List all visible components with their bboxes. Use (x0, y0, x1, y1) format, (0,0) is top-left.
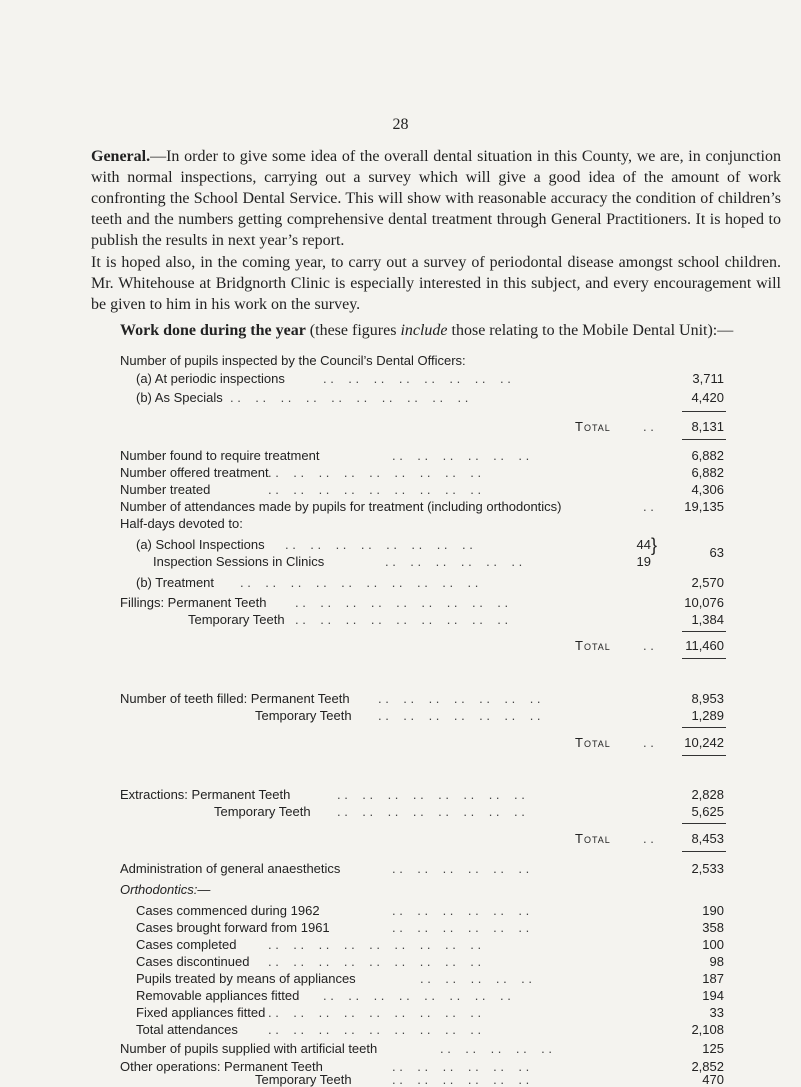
otherops-temporary-label: Temporary Teeth (255, 1072, 352, 1087)
ortho-label: Fixed appliances fitted (136, 1005, 266, 1020)
ortho-value: 98 (709, 954, 724, 969)
ortho-value: 100 (702, 937, 724, 952)
list-item: Pupils treated by means of appliances . . . . . . . . . . 187 (136, 971, 724, 986)
clinic-sessions-sub: 19 (636, 554, 651, 569)
table-row: Inspection Sessions in Clinics . . . . . . . . . . . . 19 (153, 554, 651, 569)
periodic-value: 3,711 (692, 371, 724, 386)
ortho-value: 190 (702, 903, 724, 918)
ortho-value: 2,108 (691, 1022, 724, 1037)
page-number: 28 (392, 116, 409, 133)
rule (682, 823, 726, 824)
treatment-label: (b) Treatment (136, 575, 215, 590)
table-row: Number found to require treatment . . . . . . . . . . . . 6,882 (120, 448, 724, 463)
general-text: —In order to give some idea of the overall dental situation in this County, we are, in conjunction with normal inspections, carrying out a survey which will give a good idea of the amount of work confronting the School Dental Service. This will show with reasonable accuracy the condition of children’s teeth and the numbers getting comprehensive dental treatment through General Practitioners. It is hoped to publish the results in next year’s report. (91, 148, 781, 249)
table-row: Total . . 11,460 (575, 638, 724, 653)
list-item: Total attendances . . . . . . . . . . . . . . . . . . 2,108 (136, 1022, 724, 1037)
specials-value: 4,420 (691, 390, 724, 405)
otherops-temporary-value: 470 (702, 1072, 724, 1087)
rule (682, 727, 726, 728)
orthodontics-title: Orthodontics:— (120, 882, 211, 897)
fillings-permanent-value: 10,076 (684, 595, 724, 610)
list-item: Cases commenced during 1962 . . . . . . . . . . . . 190 (136, 903, 724, 918)
attendances-value: 19,135 (684, 499, 724, 514)
rule (682, 631, 726, 632)
filled-temporary-label: Temporary Teeth (255, 708, 352, 723)
table-row (0, 515, 801, 532)
offered-value: 6,882 (691, 465, 724, 480)
table-row: Number treated . . . . . . . . . . . . . . . . . . 4,306 (120, 482, 724, 497)
extractions-total-label: Total (575, 831, 611, 846)
inspected-title-row (0, 352, 801, 369)
ortho-label: Pupils treated by means of appliances (136, 971, 356, 986)
ortho-label: Removable appliances fitted (136, 988, 300, 1003)
table-row: Total . . 10,242 (575, 735, 724, 750)
work-heading-pre: (these figures (305, 322, 401, 339)
otherops-permanent-value: 2,852 (691, 1059, 724, 1074)
work-heading-bold: Work done during the year (120, 322, 306, 339)
require-label: Number found to require treatment (120, 448, 320, 463)
table-row: Temporary Teeth . . . . . . . . . . . . 470 (255, 1072, 724, 1087)
list-item: Removable appliances fitted . . . . . . . . . . . . . . . . 194 (136, 988, 724, 1003)
treatment-value: 2,570 (691, 575, 724, 590)
ortho-value: 358 (702, 920, 724, 935)
ortho-label: Cases commenced during 1962 (136, 903, 320, 918)
list-item: Fixed appliances fitted . . . . . . . . . . . . . . . . . . 33 (136, 1005, 724, 1020)
list-item: Cases discontinued . . . . . . . . . . . . . . . . . . 98 (136, 954, 724, 969)
survey-paragraph: It is hoped also, in the coming year, to carry out a survey of periodontal disease amongst school children. Mr. Whitehouse at Bridgnorth Clinic is especially interested in this subject, and every encouragement will be given to him in his work on the survey. (91, 254, 781, 313)
work-heading-post: those relating to the Mobile Dental Unit):— (447, 322, 734, 339)
ortho-label: Total attendances (136, 1022, 238, 1037)
ortho-label: Cases discontinued (136, 954, 250, 969)
table-row: Fillings: Permanent Teeth . . . . . . . . . . . . . . . . . . 10,076 (120, 595, 724, 610)
clinic-sessions-label: Inspection Sessions in Clinics (153, 554, 325, 569)
offered-label: Number offered treatment (120, 465, 269, 480)
general-paragraph (91, 146, 781, 251)
require-value: 6,882 (691, 448, 724, 463)
table-row: Temporary Teeth . . . . . . . . . . . . . . . . . . 1,384 (188, 612, 724, 627)
otherops-permanent-label: Other operations: Permanent Teeth (120, 1059, 323, 1074)
table-row: Temporary Teeth . . . . . . . . . . . . . . . . 5,625 (214, 804, 724, 819)
insp-combined-value: 63 (709, 545, 724, 560)
general-lead: General. (91, 148, 151, 165)
filled-total-label: Total (575, 735, 611, 750)
extractions-temporary-label: Temporary Teeth (214, 804, 311, 819)
halfdays-label: Half-days devoted to: (120, 516, 243, 531)
list-item: Cases brought forward from 1961 . . . . . . . . . . . . 358 (136, 920, 724, 935)
work-done-heading (120, 322, 790, 340)
rule (682, 411, 726, 412)
school-insp-sub: 44 (636, 537, 651, 552)
extractions-total-value: 8,453 (691, 831, 724, 846)
table-row: Total . . 8,131 (575, 419, 724, 434)
ortho-value: 194 (702, 988, 724, 1003)
table-row: Number offered treatment . . . . . . . . . . . . . . . . . . 6,882 (120, 465, 724, 480)
ortho-value: 187 (702, 971, 724, 986)
filled-permanent-value: 8,953 (691, 691, 724, 706)
filled-permanent-label: Number of teeth filled: Permanent Teeth (120, 691, 350, 706)
anaesthetics-label: Administration of general anaesthetics (120, 861, 341, 876)
inspected-total-value: 8,131 (691, 419, 724, 434)
table-row: Total . . 8,453 (575, 831, 724, 846)
list-item: Cases completed . . . . . . . . . . . . . . . . . . 100 (136, 937, 724, 952)
school-insp-label: (a) School Inspections (136, 537, 265, 552)
rule (682, 851, 726, 852)
filled-total-value: 10,242 (684, 735, 724, 750)
ortho-value: 33 (709, 1005, 724, 1020)
table-row: Temporary Teeth . . . . . . . . . . . . . . 1,289 (255, 708, 724, 723)
work-heading-italic: include (400, 322, 448, 339)
table-row: (a) School Inspections . . . . . . . . . . . . . . . . 44 63 (136, 537, 724, 560)
table-row: Other operations: Permanent Teeth . . . . . . . . . . . . 2,852 (120, 1059, 724, 1074)
artificial-value: 125 (702, 1041, 724, 1056)
table-row: Extractions: Permanent Teeth . . . . . . . . . . . . . . . . 2,828 (120, 787, 724, 802)
rule (682, 658, 726, 659)
ortho-label: Cases completed (136, 937, 237, 952)
inspected-total-label: Total (575, 419, 611, 434)
rule (682, 439, 726, 440)
specials-label: (b) As Specials (136, 390, 223, 405)
fillings-temporary-label: Temporary Teeth (188, 612, 285, 627)
inspected-title: Number of pupils inspected by the Council’s Dental Officers: (120, 353, 466, 368)
brace: } (651, 535, 658, 555)
treated-value: 4,306 (691, 482, 724, 497)
extractions-temporary-value: 5,625 (691, 804, 724, 819)
table-row: Number of pupils supplied with artificial teeth . . . . . . . . . . 125 (120, 1041, 724, 1056)
extractions-permanent-value: 2,828 (691, 787, 724, 802)
periodic-label: (a) At periodic inspections (136, 371, 285, 386)
anaesthetics-value: 2,533 (691, 861, 724, 876)
extractions-permanent-label: Extractions: Permanent Teeth (120, 787, 291, 802)
fillings-total-label: Total (575, 638, 611, 653)
fillings-total-value: 11,460 (685, 638, 724, 653)
table-row (0, 881, 801, 898)
artificial-label: Number of pupils supplied with artificial teeth (120, 1041, 378, 1056)
table-row: (b) Treatment . . . . . . . . . . . . . . . . . . . . 2,570 (136, 575, 724, 590)
table-row: (b) As Specials . . . . . . . . . . . . . . . . . . . . 4,420 (136, 390, 724, 405)
fillings-temporary-value: 1,384 (691, 612, 724, 627)
table-row: Administration of general anaesthetics . . . . . . . . . . . . 2,533 (120, 861, 724, 876)
attendances-label: Number of attendances made by pupils for treatment (including orthodontics) (120, 499, 562, 514)
fillings-permanent-label: Fillings: Permanent Teeth (120, 595, 267, 610)
ortho-label: Cases brought forward from 1961 (136, 920, 330, 935)
table-row: Number of teeth filled: Permanent Teeth . . . . . . . . . . . . . . 8,953 (120, 691, 724, 706)
table-row: Number of attendances made by pupils for treatment (including orthodontics) . . 19,135 (120, 499, 724, 514)
treated-label: Number treated (120, 482, 211, 497)
rule (682, 755, 726, 756)
table-row: (a) At periodic inspections . . . . . . . . . . . . . . . . 3,711 (136, 371, 724, 386)
filled-temporary-value: 1,289 (691, 708, 724, 723)
